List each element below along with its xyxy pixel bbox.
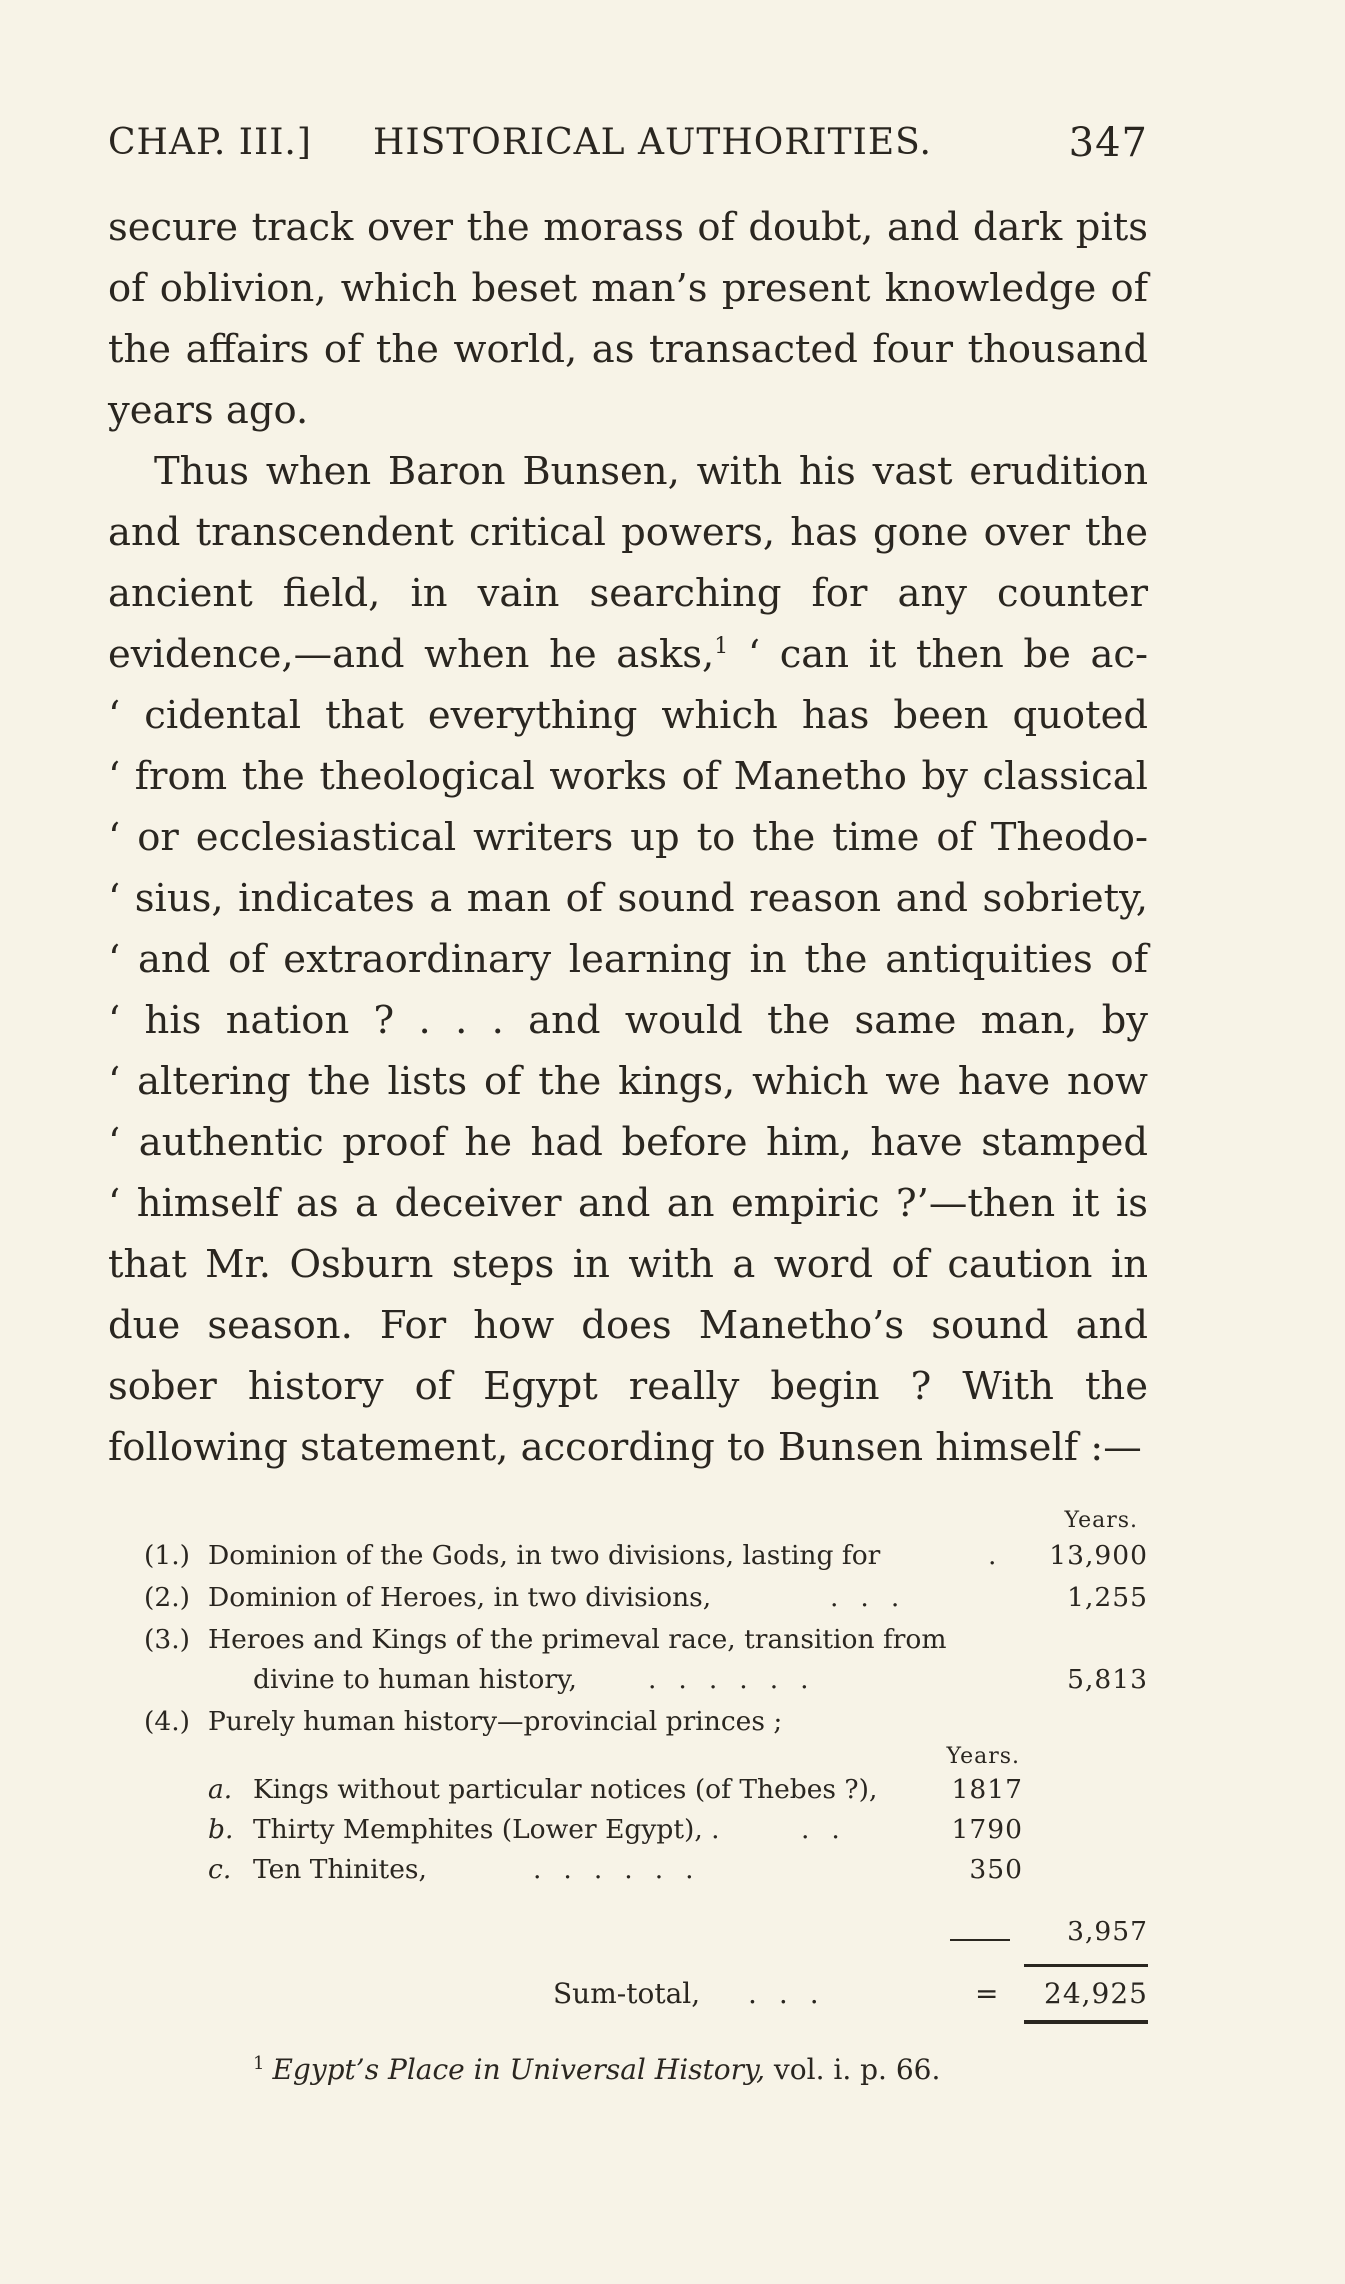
sum-rule-bottom <box>1024 2020 1148 2024</box>
leader-dots: ... <box>830 1582 922 1613</box>
table-row-continuation <box>108 1660 1148 1700</box>
text-line: ‘ from the theological works of Manetho by classical <box>108 754 1148 799</box>
chapter-label: CHAP. III.] <box>108 122 312 163</box>
page-number: 347 <box>1068 120 1148 166</box>
text-segment: ‘ can it then be ac- <box>728 632 1148 677</box>
sub-row-description: Thirty Memphites (Lower Egypt), . <box>253 1814 720 1845</box>
leader-dots: .. <box>801 1814 862 1845</box>
row-description: Purely human history—provincial princes ; <box>208 1706 783 1737</box>
sub-row-value: 350 <box>969 1854 1023 1885</box>
sum-total-value: 24,925 <box>1044 1977 1148 2010</box>
footnote-citation: vol. i. p. 66. <box>765 2053 941 2086</box>
table-row <box>108 1578 1148 1618</box>
text-line-with-footnote-ref <box>108 624 1148 685</box>
table-row <box>108 1620 1148 1660</box>
leader-dots: ... <box>748 1977 841 2010</box>
sub-row <box>108 1850 1148 1890</box>
row-description: Heroes and Kings of the primeval race, transition from <box>208 1624 947 1655</box>
text-line: due season. For how does Manetho’s sound and <box>108 1303 1148 1348</box>
footnote-book-title: Egypt’s Place in Universal History, <box>272 2053 766 2086</box>
sub-row-letter: a. <box>208 1774 233 1805</box>
sub-row-description: Ten Thinites, <box>253 1854 427 1885</box>
text-line: sober history of Egypt really begin ? With the <box>108 1364 1148 1409</box>
row-number: (2.) <box>144 1582 190 1613</box>
row-value: 1,255 <box>1067 1582 1148 1613</box>
text-line: and transcendent critical powers, has gone over the <box>108 510 1148 555</box>
sum-rule-top <box>1024 1964 1148 1967</box>
text-line: ‘ or ecclesiastical writers up to the time of Theodo- <box>108 815 1148 860</box>
row-number: (3.) <box>144 1624 190 1655</box>
equals-sign: = <box>975 1977 999 2010</box>
sub-years-header: Years. <box>946 1744 1020 1769</box>
text-line: the affairs of the world, as transacted four thousand <box>108 327 1148 372</box>
text-line: ‘ his nation ? . . . and would the same man, by <box>108 998 1148 1043</box>
sub-row-letter: b. <box>208 1814 234 1845</box>
footnote-reference[interactable]: 1 <box>714 634 729 659</box>
sum-total-row <box>108 1974 1148 2014</box>
text-line: ‘ sius, indicates a man of sound reason and sobriety, <box>108 876 1148 921</box>
running-title: HISTORICAL AUTHORITIES. <box>373 122 932 163</box>
leader-dots: ...... <box>533 1854 716 1885</box>
text-line: ‘ himself as a deceiver and an empiric ?’—then it is <box>108 1181 1148 1226</box>
leader-dots: . <box>988 1540 1019 1571</box>
row-value: 13,900 <box>1049 1540 1148 1571</box>
sub-row-value: 1790 <box>951 1814 1023 1845</box>
text-line: ‘ cidental that everything which has been quoted <box>108 693 1148 738</box>
text-line: of oblivion, which beset man’s present knowledge of <box>108 266 1148 311</box>
text-line: ‘ authentic proof he had before him, have stamped <box>108 1120 1148 1165</box>
body-text <box>108 197 1148 1478</box>
text-line: years ago. <box>108 388 309 433</box>
subtotal-value: 3,957 <box>1067 1916 1148 1947</box>
footnote-marker: 1 <box>253 2053 265 2074</box>
row-value: 5,813 <box>1067 1664 1148 1695</box>
text-line: that Mr. Osburn steps in with a word of caution in <box>108 1242 1148 1287</box>
text-line: following statement, according to Bunsen himself :— <box>108 1425 1142 1470</box>
years-column-header: Years. <box>1064 1508 1138 1533</box>
table-row <box>108 1536 1148 1576</box>
leader-dots: ...... <box>648 1664 831 1695</box>
subtotal-row <box>108 1912 1148 1952</box>
sub-row-description: Kings without particular notices (of Thebes ?), <box>253 1774 878 1805</box>
sub-row-value: 1817 <box>951 1774 1023 1805</box>
sub-row-letter: c. <box>208 1854 232 1885</box>
text-line: ancient field, in vain searching for any counter <box>108 571 1148 616</box>
row-description: Dominion of the Gods, in two divisions, lasting for <box>208 1540 881 1571</box>
table-row <box>108 1702 1148 1742</box>
text-line: secure track over the morass of doubt, and dark pits <box>108 205 1148 250</box>
sub-row <box>108 1810 1148 1850</box>
row-number: (1.) <box>144 1540 190 1571</box>
row-description-continued: divine to human history, <box>253 1664 577 1695</box>
sum-total-label: Sum-total, <box>553 1977 701 2010</box>
sub-row <box>108 1770 1148 1810</box>
text-line: ‘ altering the lists of the kings, which we have now <box>108 1059 1148 1104</box>
footnote <box>253 2053 940 2086</box>
running-header <box>108 118 1148 168</box>
row-number: (4.) <box>144 1706 190 1737</box>
text-line: Thus when Baron Bunsen, with his vast erudition <box>154 449 1148 494</box>
row-description: Dominion of Heroes, in two divisions, <box>208 1582 712 1613</box>
text-segment: evidence,—and when he asks, <box>108 632 715 677</box>
text-line: ‘ and of extraordinary learning in the antiquities of <box>108 937 1148 982</box>
